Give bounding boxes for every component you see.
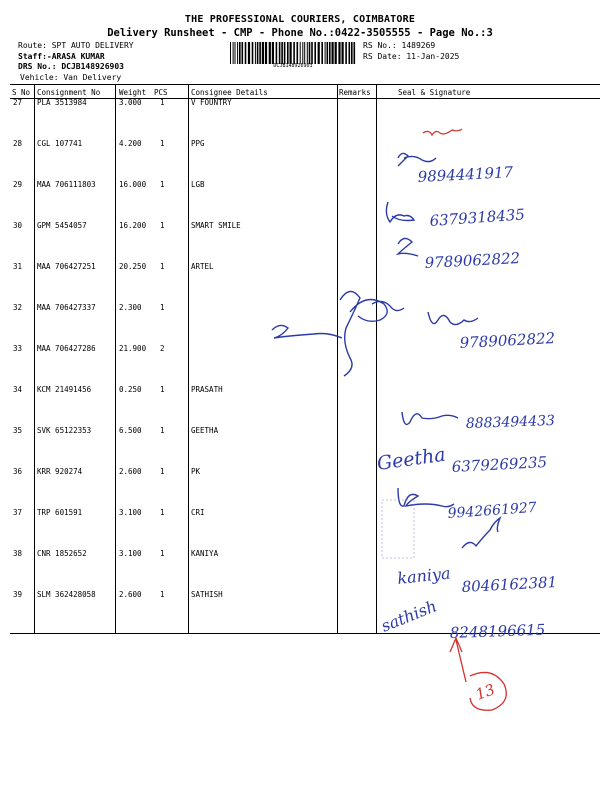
consignment-cell: PLA 3513984: [37, 98, 87, 107]
pcs-cell: 1: [160, 98, 165, 107]
rs-date-text: RS Date: 11-Jan-2025: [363, 51, 460, 61]
consignee-cell: LGB: [191, 180, 205, 189]
barcode-caption: DCJB148926903: [273, 63, 313, 69]
pcs-cell: 1: [160, 262, 165, 271]
handwritten-phone-row37: 9942661927: [447, 499, 538, 522]
sno-cell: 34: [13, 385, 23, 394]
runsheet-table: [10, 84, 600, 634]
consignee-cell: ARTEL: [191, 262, 214, 271]
table-row: [10, 590, 600, 631]
handwritten-phone-row35: 6379269235: [451, 453, 548, 476]
consignee-cell: CRI: [191, 508, 205, 517]
sno-cell: 38: [13, 549, 23, 558]
red-circle-mark: [470, 672, 506, 710]
weight-cell: 3.100: [119, 508, 142, 517]
pcs-cell: 1: [160, 221, 165, 230]
sno-cell: 28: [13, 139, 23, 148]
consignment-cell: CGL 107741: [37, 139, 83, 148]
col-header-sno: S No: [12, 88, 31, 97]
runsheet-meta-right: [363, 41, 459, 62]
col-header-consignee: Consignee Details: [191, 88, 268, 97]
sno-cell: 27: [13, 98, 23, 107]
consignment-cell: SVK 65122353: [37, 426, 92, 435]
pcs-cell: 1: [160, 385, 165, 394]
weight-cell: 3.000: [119, 98, 142, 107]
consignee-cell: PRASATH: [191, 385, 223, 394]
sno-cell: 30: [13, 221, 23, 230]
consignment-cell: TRP 601591: [37, 508, 83, 517]
sno-cell: 31: [13, 262, 23, 271]
handwritten-name-row39: sathish: [378, 596, 440, 636]
consignee-cell: PPG: [191, 139, 205, 148]
sno-cell: 35: [13, 426, 23, 435]
consignment-cell: SLM 362428058: [37, 590, 96, 599]
col-header-remarks: Remarks: [339, 88, 371, 97]
table-row: [10, 344, 600, 385]
consignment-cell: KCM 21491456: [37, 385, 92, 394]
pcs-cell: 2: [160, 344, 165, 353]
table-row: [10, 549, 600, 590]
table-row: [10, 180, 600, 221]
table-row: [10, 385, 600, 426]
weight-cell: 0.250: [119, 385, 142, 394]
table-row: [10, 139, 600, 180]
weight-cell: 2.600: [119, 590, 142, 599]
consignment-cell: MAA 706427337: [37, 303, 96, 312]
consignee-cell: GEETHA: [191, 426, 219, 435]
page-title: THE PROFESSIONAL COURIERS, COIMBATORE: [184, 14, 416, 25]
weight-cell: 2.600: [119, 467, 142, 476]
table-row: [10, 303, 600, 344]
consignee-cell: SMART SMILE: [191, 221, 241, 230]
consignment-cell: MAA 706427286: [37, 344, 96, 353]
handwritten-phone-row34: 8883494433: [465, 412, 556, 432]
barcode: [230, 42, 356, 64]
consignee-cell: SATHISH: [191, 590, 223, 599]
table-row: [10, 508, 600, 549]
pcs-cell: 1: [160, 508, 165, 517]
pcs-cell: 1: [160, 467, 165, 476]
staff-text: Staff:-ARASA KUMAR: [18, 51, 105, 61]
handwritten-phone-row32: 9789062822: [459, 329, 556, 352]
weight-cell: 16.000: [119, 180, 147, 189]
consignee-cell: PK: [191, 467, 201, 476]
consignment-cell: MAA 706111803: [37, 180, 96, 189]
weight-cell: 3.100: [119, 549, 142, 558]
table-row: [10, 98, 600, 139]
vehicle-text: Vehicle: Van Delivery: [20, 72, 122, 82]
col-header-seal: Seal & Signature: [398, 88, 471, 97]
sno-cell: 37: [13, 508, 23, 517]
sno-cell: 33: [13, 344, 23, 353]
drs-number-text: DRS No.: DCJB148926903: [18, 62, 124, 71]
table-row: [10, 467, 600, 508]
weight-cell: 6.500: [119, 426, 142, 435]
consignment-cell: CNR 1852652: [37, 549, 87, 558]
handwritten-phone-row39: 8248196615: [449, 620, 546, 642]
handwritten-name-row38: kaniya: [396, 563, 452, 588]
sno-cell: 39: [13, 590, 23, 599]
col-header-weight: Weight: [119, 88, 147, 97]
sno-cell: 36: [13, 467, 23, 476]
table-row: [10, 262, 600, 303]
consignment-cell: KRR 920274: [37, 467, 83, 476]
sno-cell: 32: [13, 303, 23, 312]
pcs-cell: 1: [160, 139, 165, 148]
runsheet-meta-left: [18, 41, 134, 83]
col-header-consignment: Consignment No: [37, 88, 101, 97]
page-subtitle: Delivery Runsheet - CMP - Phone No.:0422-3505555 - Page No.:3: [107, 27, 493, 39]
handwritten-page-count: 13: [473, 680, 498, 704]
sno-cell: 29: [13, 180, 23, 189]
consignee-cell: V FOUNTRY: [191, 98, 232, 107]
weight-cell: 21.900: [119, 344, 147, 353]
table-row: [10, 221, 600, 262]
handwritten-phone-row30: 6379318435: [429, 205, 526, 230]
consignment-cell: GPM 5454057: [37, 221, 87, 230]
consignee-cell: KANIYA: [191, 549, 219, 558]
handwritten-name-row35: Geetha: [375, 443, 447, 475]
handwritten-phone-row38: 8046162381: [461, 573, 558, 596]
pcs-cell: 1: [160, 303, 165, 312]
weight-cell: 16.200: [119, 221, 147, 230]
pcs-cell: 1: [160, 590, 165, 599]
route-text: Route: SPT AUTO DELIVERY: [18, 41, 134, 50]
rs-number-text: RS No.: 1489269: [363, 41, 436, 50]
weight-cell: 20.250: [119, 262, 147, 271]
red-arrow: [450, 638, 466, 682]
weight-cell: 2.300: [119, 303, 142, 312]
consignment-cell: MAA 706427251: [37, 262, 96, 271]
weight-cell: 4.200: [119, 139, 142, 148]
pcs-cell: 1: [160, 426, 165, 435]
col-header-pcs: PCS: [154, 88, 168, 97]
handwritten-phone-row31: 9789062822: [424, 249, 521, 272]
handwritten-phone-row29: 9894441917: [417, 163, 514, 186]
pcs-cell: 1: [160, 549, 165, 558]
table-row: [10, 426, 600, 467]
pcs-cell: 1: [160, 180, 165, 189]
